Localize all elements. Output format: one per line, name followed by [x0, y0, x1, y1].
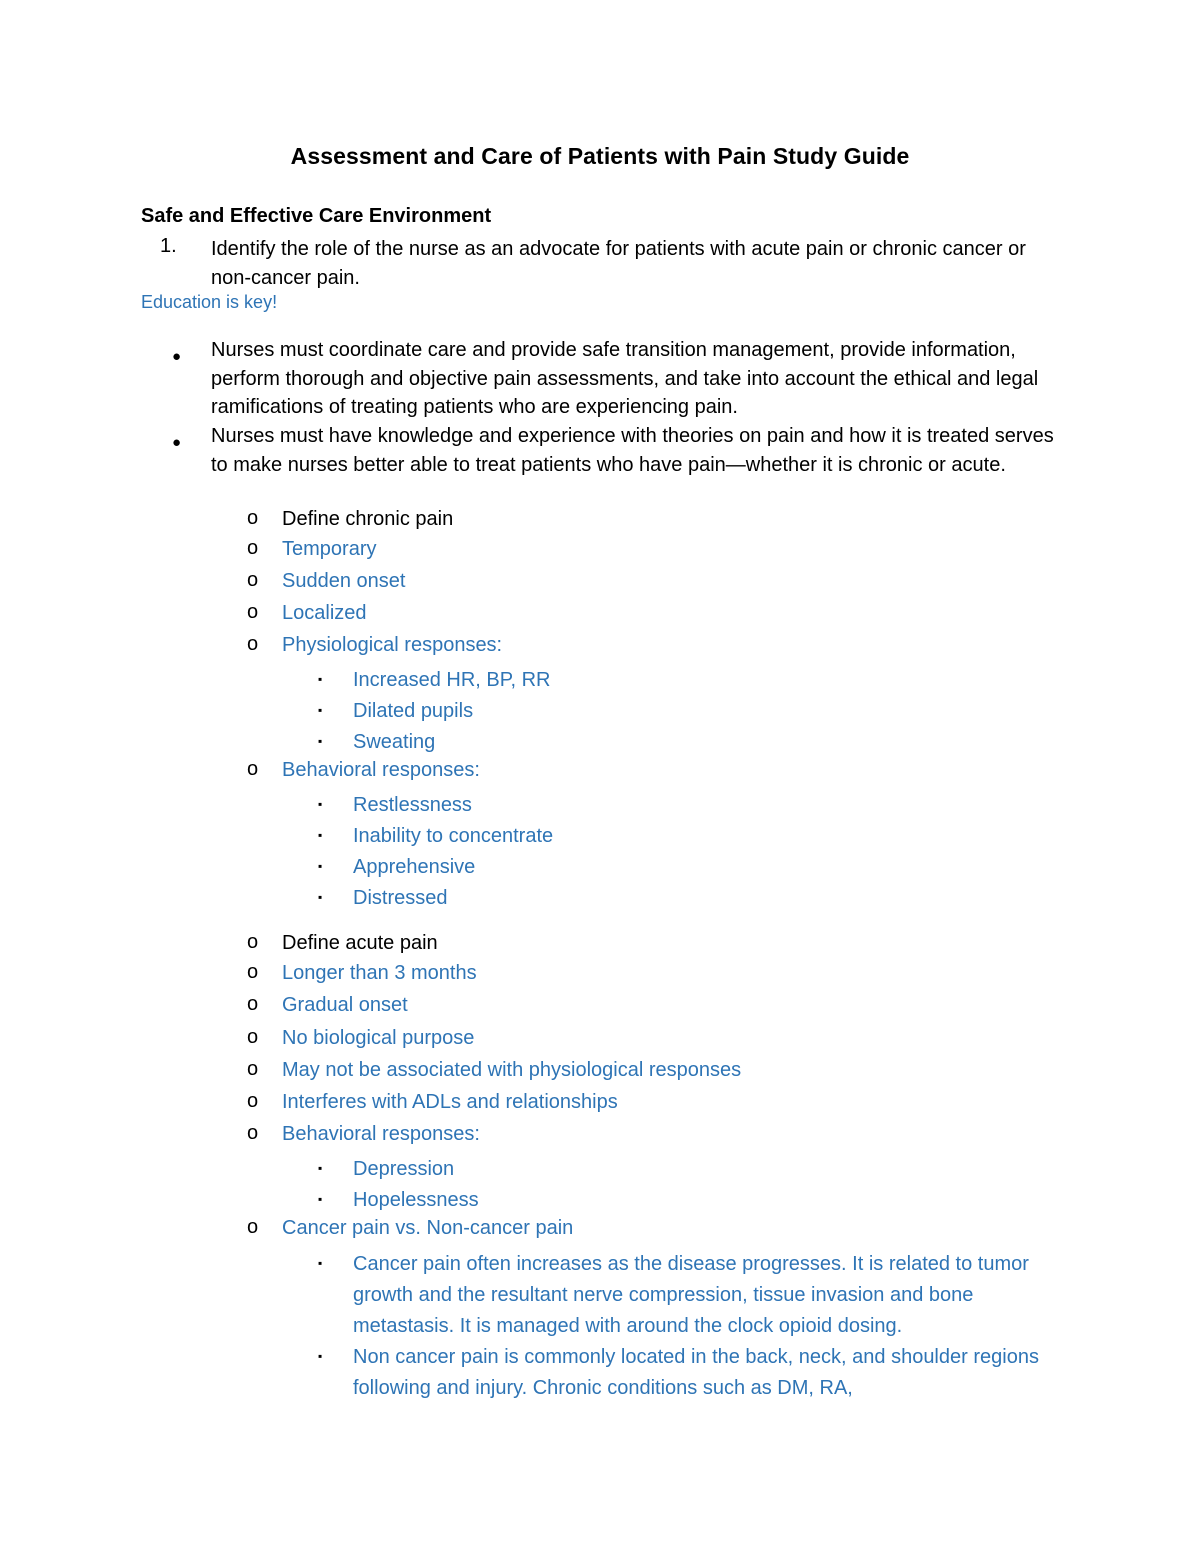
- page-title: Assessment and Care of Patients with Pain Study Guide: [290, 143, 910, 169]
- numbered-item-text: Identify the role of the nurse as an advocate for patients with acute pain or chronic cancer or non-cancer pain.: [211, 238, 1026, 289]
- circle-bullet-icon: o: [247, 507, 259, 529]
- square-bullet-icon: ▪: [318, 797, 323, 811]
- list-item: Sweating: [353, 731, 436, 753]
- list-item: Temporary: [282, 538, 377, 560]
- list-item: Localized: [282, 602, 367, 624]
- square-bullet-icon: ▪: [318, 859, 323, 873]
- list-item: Physiological responses:: [282, 634, 503, 656]
- list-item: Interferes with ADLs and relationships: [282, 1091, 618, 1113]
- list-item: Sudden onset: [282, 570, 406, 592]
- bullet-disc-icon: ●: [172, 348, 182, 365]
- square-bullet-icon: ▪: [318, 734, 323, 748]
- circle-bullet-icon: o: [247, 931, 259, 953]
- circle-bullet-icon: o: [247, 993, 259, 1015]
- square-bullet-icon: ▪: [318, 890, 323, 904]
- list-item: Increased HR, BP, RR: [353, 669, 551, 691]
- square-bullet-icon: ▪: [318, 828, 323, 842]
- list-item: Depression: [353, 1158, 455, 1180]
- circle-bullet-icon: o: [247, 1122, 259, 1144]
- bullet-item: Nurses must coordinate care and provide safe transition management, provide information, perform thorough and objective pain assessments, and take into account the ethical and legal ramifications of treating patients who are experiencing pain.: [211, 339, 1039, 418]
- square-bullet-icon: ▪: [318, 703, 323, 717]
- list-item: Non cancer pain is commonly located in the back, neck, and shoulder regions following and injury. Chronic conditions such as DM, RA,: [353, 1346, 1039, 1399]
- square-bullet-icon: ▪: [318, 1349, 323, 1363]
- list-item: Behavioral responses:: [282, 759, 480, 781]
- numbered-marker: 1.: [160, 235, 177, 257]
- circle-bullet-icon: o: [247, 601, 259, 623]
- list-item: Restlessness: [353, 794, 472, 816]
- circle-bullet-icon: o: [247, 961, 259, 983]
- section-heading: Safe and Effective Care Environment: [141, 205, 492, 227]
- square-bullet-icon: ▪: [318, 1192, 323, 1206]
- square-bullet-icon: ▪: [318, 672, 323, 686]
- circle-bullet-icon: o: [247, 758, 259, 780]
- sub-heading-chronic: Define chronic pain: [282, 508, 454, 530]
- list-item: Inability to concentrate: [353, 825, 554, 847]
- list-item: Dilated pupils: [353, 700, 474, 722]
- list-item: Distressed: [353, 887, 448, 909]
- circle-bullet-icon: o: [247, 1216, 259, 1238]
- square-bullet-icon: ▪: [318, 1161, 323, 1175]
- circle-bullet-icon: o: [247, 537, 259, 559]
- circle-bullet-icon: o: [247, 1058, 259, 1080]
- list-item: May not be associated with physiological responses: [282, 1059, 742, 1081]
- list-item: Apprehensive: [353, 856, 476, 878]
- circle-bullet-icon: o: [247, 1090, 259, 1112]
- list-item: Hopelessness: [353, 1189, 479, 1211]
- bullet-item: Nurses must have knowledge and experience with theories on pain and how it is treated serves to make nurses better able to treat patients who have pain—whether it is chronic or acute.: [211, 425, 1054, 476]
- circle-bullet-icon: o: [247, 1026, 259, 1048]
- list-item: Behavioral responses:: [282, 1123, 480, 1145]
- education-note: Education is key!: [141, 292, 278, 312]
- circle-bullet-icon: o: [247, 569, 259, 591]
- sub-heading-acute: Define acute pain: [282, 932, 438, 954]
- bullet-disc-icon: ●: [172, 434, 182, 451]
- sub-heading-cancer: Cancer pain vs. Non-cancer pain: [282, 1217, 574, 1239]
- square-bullet-icon: ▪: [318, 1256, 323, 1270]
- circle-bullet-icon: o: [247, 633, 259, 655]
- list-item: Cancer pain often increases as the disease progresses. It is related to tumor growth and the resultant nerve compression, tissue invasion and bone metastasis. It is managed with around the clock opioid dosing.: [353, 1253, 1029, 1337]
- list-item: Gradual onset: [282, 994, 408, 1016]
- list-item: No biological purpose: [282, 1027, 475, 1049]
- list-item: Longer than 3 months: [282, 962, 477, 984]
